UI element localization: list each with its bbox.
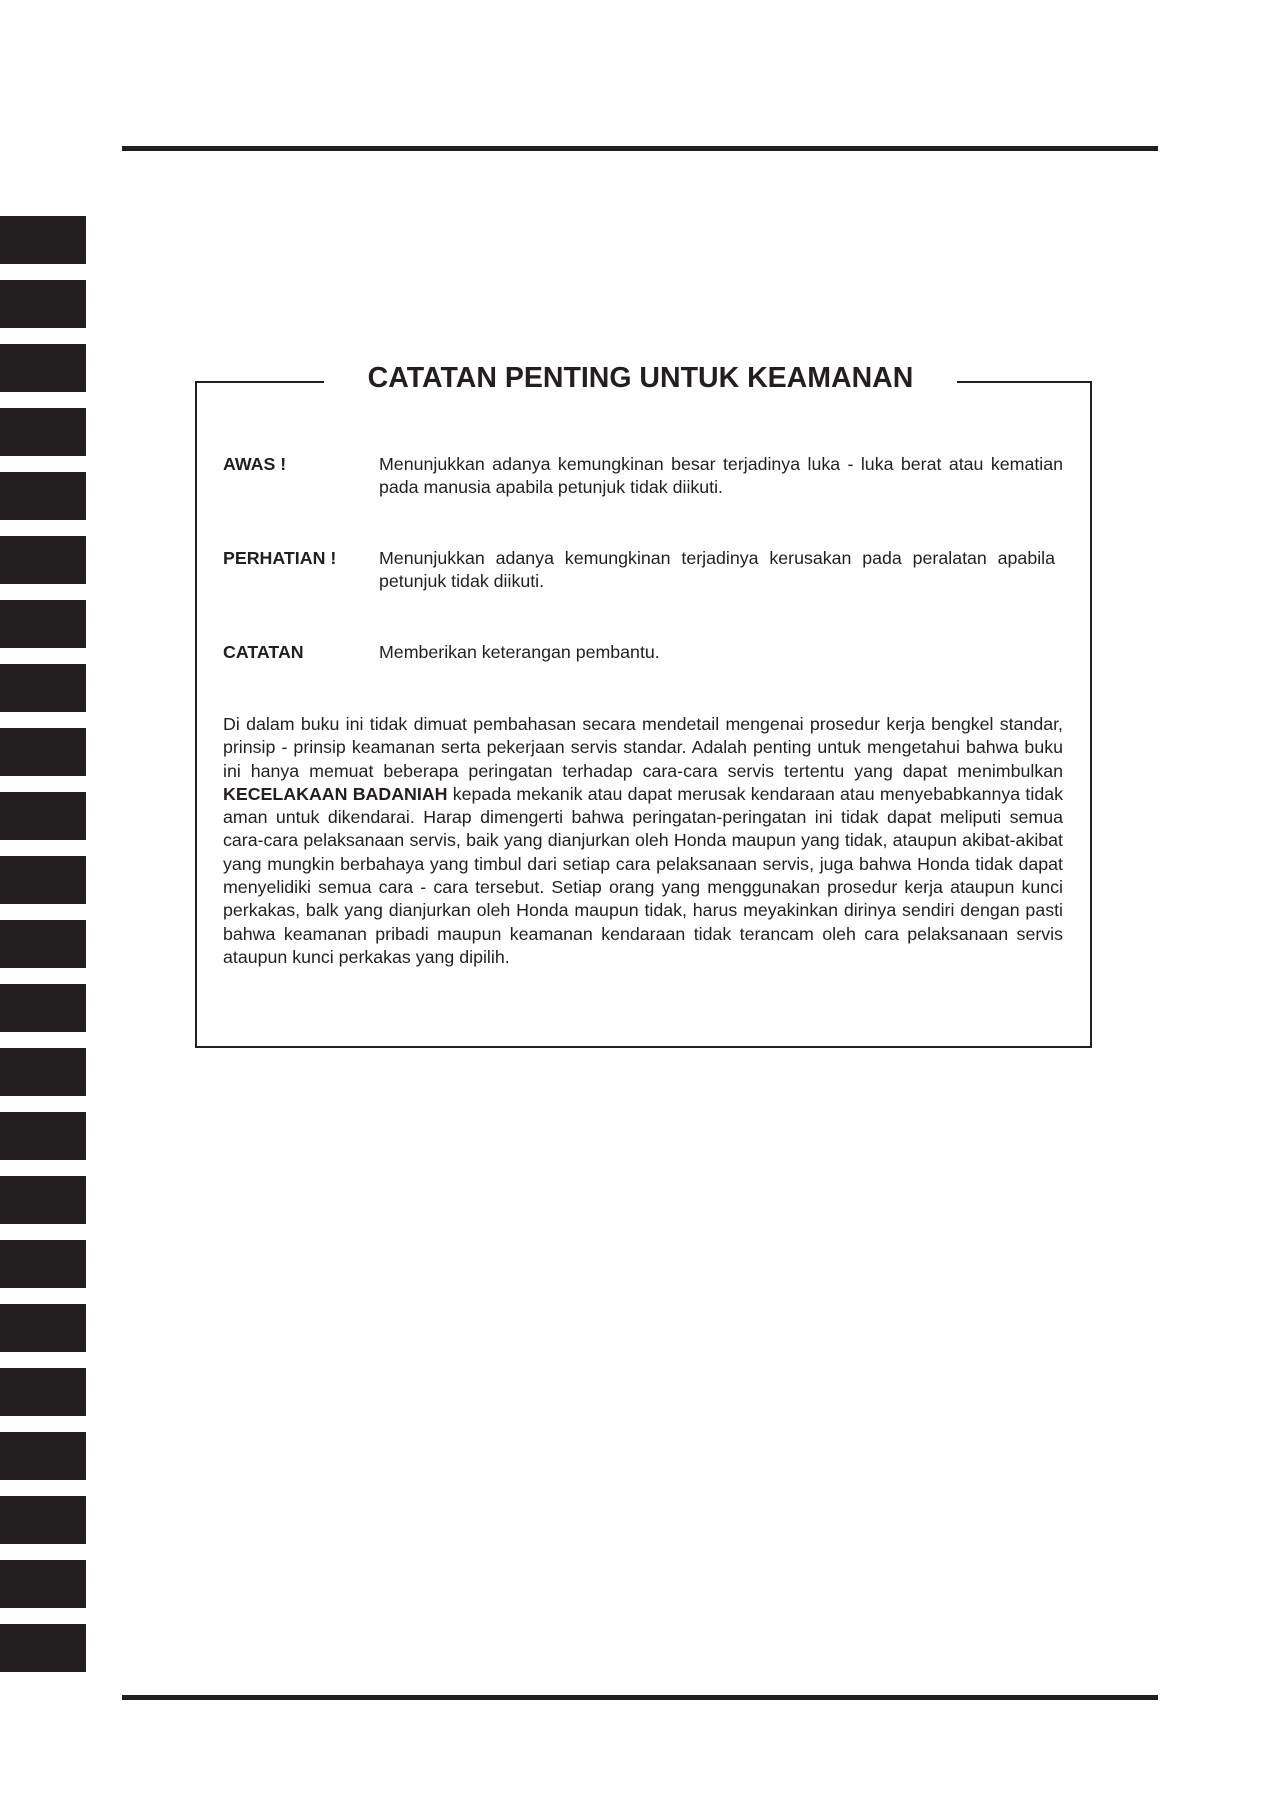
index-tab: [0, 344, 86, 392]
index-tab: [0, 1048, 86, 1096]
entry-text-catatan: Memberikan keterangan pembantu.: [379, 642, 660, 662]
index-tab: [0, 920, 86, 968]
index-tab: [0, 600, 86, 648]
entry-text-perhatian: Menunjukkan adanya kemungkinan terjadinya kerusakan pada peralatan apabila petunjuk tidak diikuti.: [379, 548, 1055, 592]
index-tab: [0, 536, 86, 584]
index-tab: [0, 728, 86, 776]
box-top-border-right: [957, 381, 1092, 383]
index-tab: [0, 1624, 86, 1672]
index-tab: [0, 1112, 86, 1160]
index-tab: [0, 1176, 86, 1224]
entry-label-awas: AWAS !: [223, 454, 287, 474]
index-tab: [0, 792, 86, 840]
section-index-tabs: [0, 0, 86, 1800]
index-tab: [0, 1240, 86, 1288]
safety-notice-title: CATATAN PENTING UNTUK KEAMANAN: [367, 362, 914, 394]
entry-text-awas: Menunjukkan adanya kemungkinan besar terjadinya luka - luka berat atau kematian pada manusia apabila petunjuk tidak diikuti.: [379, 454, 1063, 498]
index-tab: [0, 408, 86, 456]
entry-label-perhatian: PERHATIAN !: [223, 548, 337, 568]
index-tab: [0, 1496, 86, 1544]
paragraph-text-after: kepada mekanik atau dapat merusak kendaraan atau menyebabkannya tidak aman untuk dikendarai. Harap dimengerti bahwa peringatan-peringatan ini tidak dapat meliputi semua cara-cara pelaksanaan servis, baik yang dianjurkan oleh Honda maupun yang tidak, ataupun akibat-akibat yang mungkin berbahaya yang timbul dari setiap cara pelaksanaan servis, juga bahwa Honda tidak dapat menyelidiki semua cara - cara tersebut. Setiap orang yang menggunakan prosedur kerja ataupun kunci perkakas, balk yang dianjurkan oleh Honda maupun tidak, harus meyakinkan dirinya sendiri dengan pasti bahwa keamanan pribadi maupun keamanan kendaraan tidak terancam oleh cara pelaksanaan servis ataupun kunci perkakas yang dipilih.: [223, 783, 1063, 967]
safety-paragraph: [223, 713, 1063, 969]
index-tab: [0, 984, 86, 1032]
index-tab: [0, 856, 86, 904]
index-tab: [0, 1560, 86, 1608]
index-tab: [0, 1304, 86, 1352]
index-tab: [0, 1368, 86, 1416]
index-tab: [0, 1432, 86, 1480]
index-tab: [0, 216, 86, 264]
paragraph-emphasis: KECELAKAAN BADANIAH: [223, 783, 448, 804]
entry-label-catatan: CATATAN: [223, 642, 304, 662]
index-tab: [0, 280, 86, 328]
box-top-border-left: [195, 381, 324, 383]
top-rule: [122, 146, 1158, 151]
paragraph-text-before: Di dalam buku ini tidak dimuat pembahasan secara mendetail mengenai prosedur kerja bengkel standar, prinsip - prinsip keamanan serta pekerjaan servis standar. Adalah penting untuk mengetahui bahwa buku ini hanya memuat beberapa peringatan terhadap cara-cara servis tertentu yang dapat menimbulkan: [223, 714, 1063, 781]
index-tab: [0, 664, 86, 712]
bottom-rule: [122, 1695, 1158, 1700]
index-tab: [0, 472, 86, 520]
